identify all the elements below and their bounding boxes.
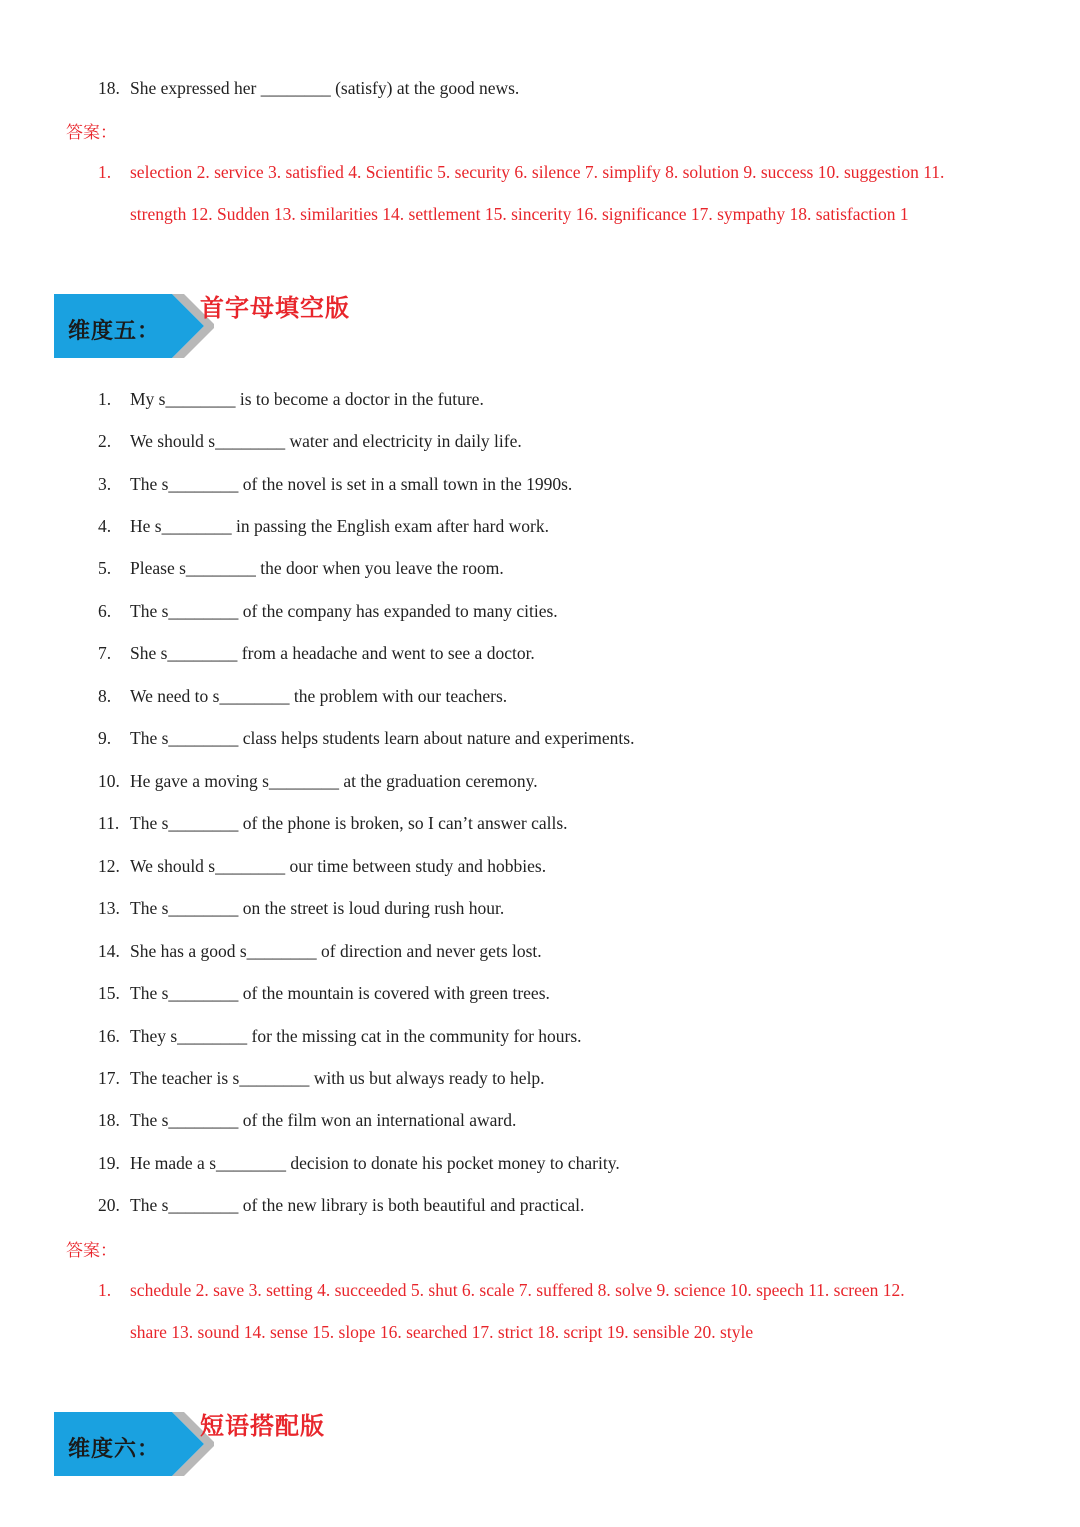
list-item	[98, 1108, 516, 1132]
question-number: 16.	[98, 1026, 120, 1046]
question-number: 19.	[98, 1153, 120, 1173]
question-number: 17.	[98, 1068, 120, 1088]
list-item	[98, 641, 535, 665]
list-item	[98, 472, 572, 496]
answer-label: 答案：	[66, 123, 117, 142]
list-item	[98, 1024, 582, 1048]
answer-label: 答案：	[66, 1241, 117, 1260]
question-number: 12.	[98, 856, 120, 876]
question-number: 2.	[98, 431, 112, 451]
list-item	[98, 1193, 584, 1217]
list-item	[98, 387, 484, 411]
section-label: 维度五：	[68, 318, 161, 343]
question-text: The s________ class helps students learn about nature and experiments.	[130, 728, 635, 748]
question-number: 18.	[98, 78, 120, 98]
question-text: My s________ is to become a doctor in the future.	[130, 389, 484, 409]
question-number: 20.	[98, 1195, 120, 1215]
question-number: 7.	[98, 643, 112, 663]
list-item	[98, 429, 522, 453]
list-item	[98, 769, 538, 793]
list-item	[98, 811, 568, 835]
section-header-5	[54, 294, 434, 358]
list-item	[98, 514, 549, 538]
question-number: 15.	[98, 983, 120, 1003]
question-text: The s________ of the mountain is covered with green trees.	[130, 983, 550, 1003]
question-number: 6.	[98, 601, 112, 621]
answer-line	[98, 1278, 905, 1302]
question-text: Please s________ the door when you leave the room.	[130, 558, 504, 578]
question-text: The s________ on the street is loud during rush hour.	[130, 898, 505, 918]
question-text: We should s________ water and electricity in daily life.	[130, 431, 522, 451]
answer-number: 1.	[98, 1280, 112, 1300]
question-text: He made a s________ decision to donate his pocket money to charity.	[130, 1153, 620, 1173]
question-number: 9.	[98, 728, 112, 748]
answer-number: 1.	[98, 162, 112, 182]
list-item	[98, 854, 546, 878]
section-title: 首字母填空版	[200, 296, 350, 322]
question-text: The s________ of the phone is broken, so I can’t answer calls.	[130, 813, 568, 833]
list-item	[98, 599, 558, 623]
question-text: He s________ in passing the English exam after hard work.	[130, 516, 549, 536]
question-text: The s________ of the novel is set in a small town in the 1990s.	[130, 474, 573, 494]
question-number: 10.	[98, 771, 120, 791]
question-number: 1.	[98, 389, 112, 409]
question-number: 13.	[98, 898, 120, 918]
list-item	[98, 896, 504, 920]
answer-text-line1: schedule 2. save 3. setting 4. succeeded 5. shut 6. scale 7. suffered 8. solve 9. science 10. speech 11. screen 12.	[130, 1280, 905, 1300]
section-title: 短语搭配版	[200, 1414, 325, 1440]
question-text: We need to s________ the problem with our teachers.	[130, 686, 508, 706]
question-number: 14.	[98, 941, 120, 961]
question-number: 11.	[98, 813, 120, 833]
answer-text-line1: selection 2. service 3. satisfied 4. Scientific 5. security 6. silence 7. simplify 8. solution 9. success 10. suggestion 11.	[130, 162, 945, 182]
question-text: She s________ from a headache and went to see a doctor.	[130, 643, 535, 663]
question-number: 18.	[98, 1110, 120, 1130]
question-text: The s________ of the company has expanded to many cities.	[130, 601, 558, 621]
question-text: The s________ of the new library is both beautiful and practical.	[130, 1195, 585, 1215]
question-text: He gave a moving s________ at the graduation ceremony.	[130, 771, 538, 791]
question-18-top	[98, 76, 519, 100]
question-number: 8.	[98, 686, 112, 706]
question-text: The s________ of the film won an international award.	[130, 1110, 517, 1130]
answer-text-line2: share 13. sound 14. sense 15. slope 16. searched 17. strict 18. script 19. sensible 20. style	[130, 1322, 754, 1342]
list-item	[98, 981, 550, 1005]
list-item	[98, 684, 507, 708]
list-item	[98, 556, 504, 580]
question-text: She expressed her ________ (satisfy) at the good news.	[130, 78, 520, 98]
question-text: We should s________ our time between study and hobbies.	[130, 856, 547, 876]
question-text: The teacher is s________ with us but always ready to help.	[130, 1068, 545, 1088]
question-text: She has a good s________ of direction and never gets lost.	[130, 941, 542, 961]
answer-text-line2: strength 12. Sudden 13. similarities 14. settlement 15. sincerity 16. significance 17. sympathy 18. satisfaction 1	[130, 204, 909, 224]
question-number: 4.	[98, 516, 112, 536]
question-number: 5.	[98, 558, 112, 578]
list-item	[98, 1151, 620, 1175]
section-header-6	[54, 1412, 434, 1476]
list-item	[98, 939, 542, 963]
list-item	[98, 726, 634, 750]
question-text: They s________ for the missing cat in the community for hours.	[130, 1026, 582, 1046]
question-number: 3.	[98, 474, 112, 494]
section-label: 维度六：	[68, 1436, 161, 1461]
list-item	[98, 1066, 545, 1090]
answer-line	[98, 160, 944, 184]
